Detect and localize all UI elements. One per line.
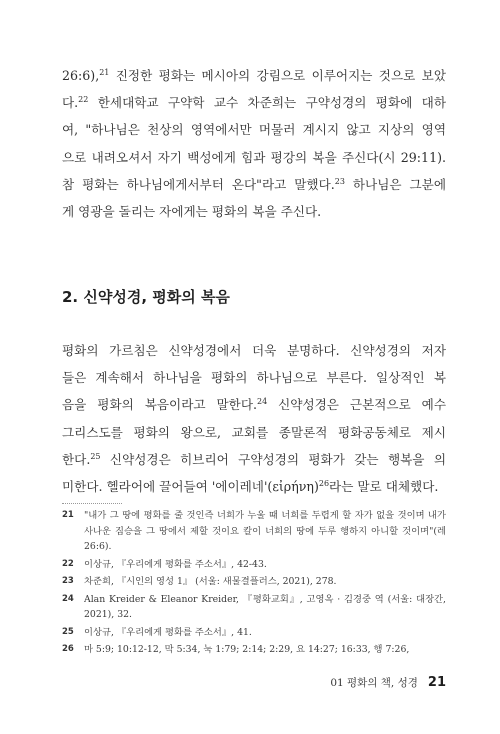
paragraph1-line [62,171,446,198]
line-text: 으로 내려오셔서 자기 백성에게 힘과 평강의 복을 주신다(시 29:11). [62,149,446,165]
paragraph1-line [62,89,446,116]
footnote-item [62,557,446,573]
paragraph2-line [62,419,446,446]
footnote-item [62,592,446,623]
line-text: 게 영광을 돌리는 자에게는 평화의 복을 주신다. [62,203,322,219]
paragraph-continued [62,62,446,225]
paragraph1-line [62,144,446,171]
footnote-text: Alan Kreider & Eleanor Kreider, 『평화교회』, 고영옥 · 김경중 역 (서울: 대장간, 2021), 32. [84,593,446,620]
line-text: 그리스도를 평화의 왕으로, 교회를 종말론적 평화공동체로 제시 [62,424,446,440]
paragraph2-line [62,446,446,473]
footnote-text: "내가 그 땅에 평화를 줄 것인즉 너희가 누울 때 너희를 두렵게 할 자가 없을 것이며 내가 사나운 짐승을 그 땅에서 제할 것이요 칼이 너희의 땅에 두루 행하지 아니할 것이며"(레 26:6). [84,510,446,552]
line-text: 미한다. 헬라어에 끌어들여 '에이레네'(εἰρήνη) [62,478,319,494]
footnote-divider [62,503,122,504]
paragraph2-line [62,391,446,418]
page-number: 21 [427,675,446,690]
footnote-text: 이상규, 『우리에게 평화를 주소서』, 42-43. [84,558,267,570]
line-text-after: 한세대학교 구약학 교수 차준희는 구약성경의 평화에 대하 [88,95,446,111]
footnote-number: 26 [62,644,74,654]
line-text: 음을 평화의 복음이라고 말한다. [62,397,257,413]
footnote-text: 차준희, 『시인의 영성 1』 (서울: 새물결플러스, 2021), 278. [84,576,337,587]
line-text: 참 평화는 하나님에게서부터 온다"라고 말했다. [62,176,335,192]
line-text: 여, "하나님은 천상의 영역에서만 머물러 계시지 않고 지상의 영역 [62,122,446,138]
footnote-item [62,625,446,641]
footnote-ref[interactable]: 22 [78,95,89,104]
line-text: 평화의 가르침은 신약성경에서 더욱 분명하다. 신약성경의 저자 [62,343,446,358]
line-text: 다. [62,95,79,111]
page-footer [330,675,446,690]
line-text: 들은 계속해서 하나님을 평화의 하나님으로 부른다. 일상적인 복 [62,370,446,386]
paragraph1-line [62,116,446,143]
line-text-after: 라는 말로 대체했다. [329,478,439,494]
footnote-ref[interactable]: 24 [257,397,268,407]
footnote-ref[interactable]: 21 [99,67,110,77]
footnotes [62,508,446,660]
line-text-after: 신약성경은 근본적으로 예수 [267,397,447,413]
footnote-number: 23 [62,576,74,586]
footnote-number: 25 [62,626,74,637]
paragraph2-line [62,473,446,500]
line-text-after: 진정한 평화는 메시아의 강림으로 이루어지는 것으로 보았 [109,68,446,83]
running-footer-chapter: 01 평화의 책, 성경 [330,677,418,689]
footnote-ref[interactable]: 23 [334,176,345,186]
paragraph1-line [62,62,446,89]
line-text: 26:6), [62,68,100,83]
paragraph2-line [62,337,446,364]
line-text-after: 하나님은 그분에 [344,176,446,192]
section-heading: 2. 신약성경, 평화의 복음 [62,288,230,306]
footnote-number: 21 [62,510,74,520]
paragraph2-line [62,364,446,391]
footnote-number: 22 [62,558,74,569]
footnote-item [62,508,446,555]
footnote-ref[interactable]: 25 [90,451,101,461]
footnote-item [62,642,446,658]
paragraph1-line [62,198,446,225]
footnote-number: 24 [62,593,74,604]
paragraph-new-testament [62,337,446,500]
footnote-text: 마 5:9; 10:12-12, 막 5:34, 눅 1:79; 2:14; 2:29, 요 14:27; 16:33, 행 7:26, [84,644,410,655]
footnote-ref[interactable]: 26 [318,478,330,488]
line-text: 한다. [62,451,91,467]
line-text-after: 신약성경은 히브리어 구약성경의 평화가 갖는 행복을 의 [100,451,446,467]
footnote-item [62,574,446,590]
footnote-text: 이상규, 『우리에게 평화를 주소서』, 41. [84,626,252,638]
